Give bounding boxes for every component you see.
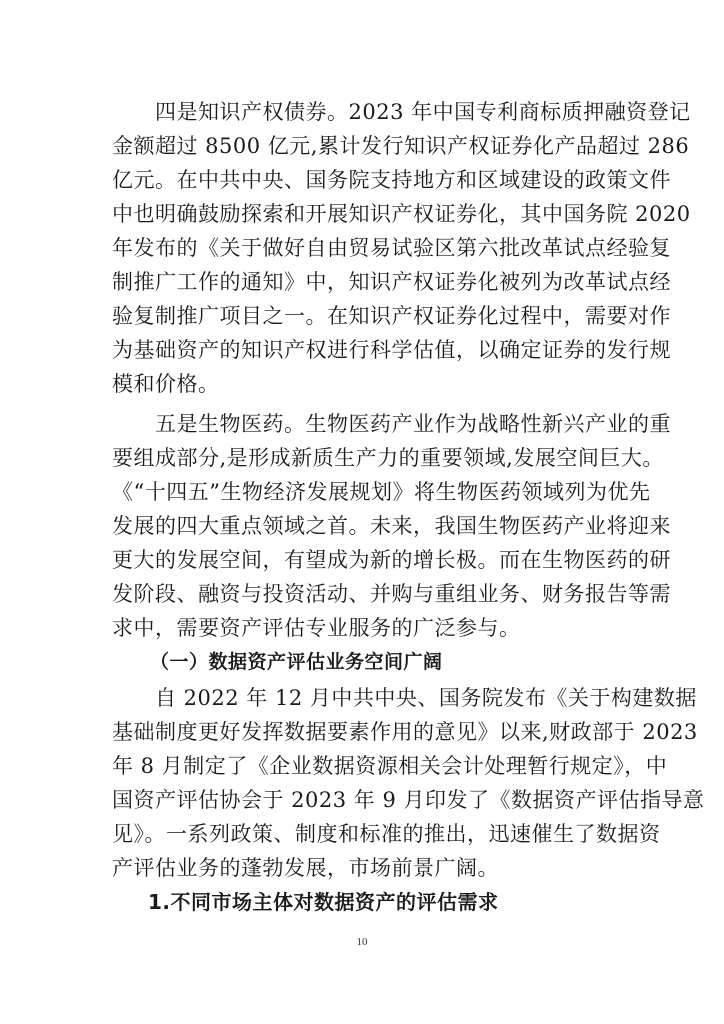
paragraph-6-line-1: 自 2022 年 12 月中共中央、国务院发布《关于构建数据: [155, 686, 697, 710]
paragraph-4-line-9: 模和价格。: [112, 372, 220, 396]
paragraph-4-line-7: 验复制推广项目之一。在知识产权证券化过程中，需要对作: [112, 304, 671, 328]
paragraph-4-line-4: 中也明确鼓励探索和开展知识产权证券化，其中国务院 2020: [112, 202, 691, 226]
paragraph-6-line-6: 产评估业务的蓬勃发展，市场前景广阔。: [112, 856, 499, 880]
paragraph-5-line-2: 要组成部分,是形成新质生产力的重要领域,发展空间巨大。: [112, 446, 664, 470]
paragraph-5-line-7: 求中，需要资产评估专业服务的广泛参与。: [112, 616, 521, 640]
paragraph-4-line-6: 制推广工作的通知》中，知识产权证券化被列为改革试点经: [112, 270, 671, 294]
paragraph-4-line-8: 为基础资产的知识产权进行科学估值，以确定证券的发行规: [112, 338, 671, 362]
subsection-heading: 1.不同市场主体对数据资产的评估需求: [148, 890, 499, 914]
paragraph-5-line-1: 五是生物医药。生物医药产业作为战略性新兴产业的重: [155, 412, 671, 436]
paragraph-6-line-2: 基础制度更好发挥数据要素作用的意见》以来,财政部于 2023: [112, 720, 698, 744]
paragraph-5-line-3: 《“十四五”生物经济发展规划》将生物医药领域列为优先: [112, 480, 651, 504]
paragraph-6-line-3: 年 8 月制定了《企业数据资源相关会计处理暂行规定》，中: [112, 754, 668, 778]
paragraph-5-line-4: 发展的四大重点领域之首。未来，我国生物医药产业将迎来: [112, 514, 671, 538]
paragraph-4-line-5: 年发布的《关于做好自由贸易试验区第六批改革试点经验复: [112, 236, 671, 260]
paragraph-6-line-5: 见》。一系列政策、制度和标准的推出，迅速催生了数据资: [112, 822, 661, 846]
paragraph-4-line-1: 四是知识产权债券。2023 年中国专利商标质押融资登记: [155, 100, 691, 124]
paragraph-5-line-6: 发阶段、融资与投资活动、并购与重组业务、财务报告等需: [112, 582, 671, 606]
section-heading: （一）数据资产评估业务空间广阔: [150, 651, 443, 673]
page-number: 10: [356, 936, 368, 948]
paragraph-4-line-2: 金额超过 8500 亿元,累计发行知识产权证券化产品超过 286: [112, 134, 690, 158]
paragraph-5-line-5: 更大的发展空间，有望成为新的增长极。而在生物医药的研: [112, 548, 671, 572]
paragraph-4-line-3: 亿元。在中共中央、国务院支持地方和区域建设的政策文件: [112, 168, 671, 192]
paragraph-6-line-4: 国资产评估协会于 2023 年 9 月印发了《数据资产评估指导意: [112, 788, 705, 812]
